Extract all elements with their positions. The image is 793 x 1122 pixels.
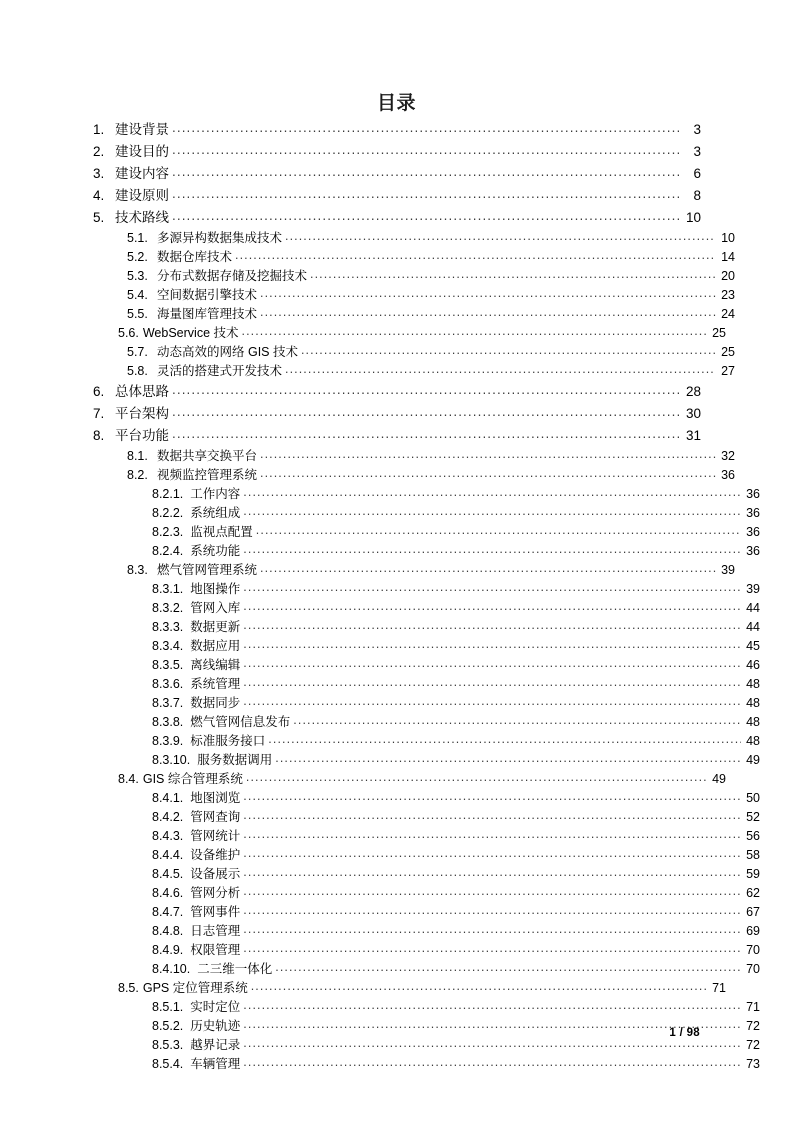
toc-entry-label: 数据仓库技术 [157,250,233,264]
toc-entry-label: 建设目的 [115,144,169,159]
toc-entry[interactable] [93,979,726,998]
toc-entry[interactable] [93,637,760,656]
toc-entry[interactable] [93,656,760,675]
toc-entry-page-number: 20 [721,269,735,283]
toc-entry-page-number: 48 [746,715,760,729]
toc-entry-label: 设备维护 [190,848,241,862]
toc-entry-number: 8.3.8. [152,715,184,729]
toc-entry[interactable] [93,960,760,979]
toc-entry-number: 5. [93,210,105,225]
toc-entry[interactable] [93,141,701,163]
toc-entry-number: 8.3.4. [152,639,184,653]
toc-entry-page-number: 62 [746,886,760,900]
toc-entry-number: 5.7. [127,345,148,359]
toc-dot-leader [243,657,741,670]
toc-entry[interactable] [93,865,760,884]
toc-entry-label: WebService 技术 [142,326,239,340]
toc-entry-number: 8.2.1. [152,487,184,501]
toc-entry-label: 工作内容 [190,487,241,501]
toc-entry-label: 服务数据调用 [197,753,273,767]
toc-entry-number: 5.8. [127,364,148,378]
toc-dot-leader [243,543,741,556]
toc-entry-number: 8.4.5. [152,867,184,881]
toc-dot-leader [172,405,682,419]
toc-entry-label: 建设背景 [115,122,169,137]
toc-entry-number: 8.4.10. [152,962,191,976]
toc-entry-label: 越界记录 [190,1038,241,1052]
toc-entry-number: 8.3.1. [152,582,184,596]
toc-entry[interactable] [93,1055,760,1074]
toc-entry-label: 离线编辑 [190,658,241,672]
toc-entry-page-number: 44 [746,620,760,634]
toc-dot-leader [243,676,741,689]
toc-entry-label: 地图操作 [190,582,241,596]
toc-entry-label: 实时定位 [190,1000,241,1014]
toc-entry-label: 地图浏览 [190,791,241,805]
toc-entry-number: 8.5.2. [152,1019,184,1033]
toc-entry[interactable] [93,789,760,808]
toc-dot-leader [243,885,741,898]
toc-entry[interactable] [93,618,760,637]
toc-entry[interactable] [93,751,760,770]
toc-entry[interactable] [93,808,760,827]
toc-dot-leader [260,287,716,300]
toc-entry-page-number: 56 [746,829,760,843]
toc-entry[interactable] [93,846,760,865]
toc-entry-page-number: 69 [746,924,760,938]
toc-entry[interactable] [93,267,735,286]
toc-entry-label: 标准服务接口 [190,734,266,748]
toc-entry-label: 数据应用 [190,639,241,653]
toc-entry-page-number: 59 [746,867,760,881]
toc-dot-leader [260,467,716,480]
toc-entry[interactable] [93,713,760,732]
toc-entry-page-number: 28 [685,384,701,399]
toc-entry-page-number: 10 [721,231,735,245]
toc-entry[interactable] [93,542,760,561]
toc-entry[interactable] [93,884,760,903]
toc-entry-number: 8.4.6. [152,886,184,900]
toc-entry-number: 5.3. [127,269,148,283]
toc-entry-page-number: 72 [746,1038,760,1052]
toc-entry-number: 8.3.2. [152,601,184,615]
toc-entry-number: 6. [93,384,105,399]
toc-entry-page-number: 58 [746,848,760,862]
toc-entry[interactable] [93,732,760,751]
toc-entry-page-number: 72 [746,1019,760,1033]
toc-entry-label: 系统管理 [190,677,241,691]
toc-dot-leader [172,427,682,441]
toc-entry[interactable] [93,447,735,466]
toc-entry[interactable] [93,305,735,324]
toc-entry-page-number: 52 [746,810,760,824]
toc-dot-leader [285,363,716,376]
toc-entry-number: 8.5. [118,981,139,995]
toc-dot-leader [246,771,707,784]
toc-entry-number: 8.2.4. [152,544,184,558]
toc-entry[interactable] [93,485,760,504]
toc-entry-number: 8.5.3. [152,1038,184,1052]
toc-entry[interactable] [93,324,726,343]
toc-entry-number: 8.3.5. [152,658,184,672]
toc-entry-number: 8.3.9. [152,734,184,748]
toc-entry-label: 建设原则 [115,188,169,203]
toc-entry-number: 8.4. [118,772,139,786]
toc-entry-page-number: 70 [746,943,760,957]
toc-dot-leader [243,619,741,632]
toc-entry-label: 平台功能 [115,428,169,443]
toc-entry[interactable] [93,163,701,185]
toc-entry-number: 5.5. [127,307,148,321]
toc-entry[interactable] [93,599,760,618]
toc-entry-number: 8.1. [127,449,148,463]
toc-dot-leader [243,1056,741,1069]
toc-dot-leader [172,143,682,157]
toc-entry-label: 系统功能 [190,544,241,558]
toc-entry-page-number: 23 [721,288,735,302]
toc-dot-leader [243,505,741,518]
toc-entry-number: 2. [93,144,105,159]
toc-dot-leader [243,600,741,613]
toc-entry-page-number: 49 [712,772,726,786]
toc-entry[interactable] [93,941,760,960]
toc-entry-page-number: 71 [746,1000,760,1014]
toc-entry-page-number: 45 [746,639,760,653]
toc-entry-page-number: 73 [746,1057,760,1071]
toc-entry-number: 1. [93,122,105,137]
toc-entry-number: 7. [93,406,105,421]
toc-entry[interactable] [93,286,735,305]
toc-entry[interactable] [93,561,735,580]
toc-dot-leader [235,249,716,262]
toc-entry-number: 8.3.3. [152,620,184,634]
toc-entry[interactable] [93,770,726,789]
table-of-contents [93,119,760,1074]
toc-entry-label: 动态高效的网络 GIS 技术 [157,345,298,359]
toc-entry[interactable] [93,922,760,941]
toc-entry-page-number: 39 [721,563,735,577]
toc-entry-label: 二三维一体化 [197,962,273,976]
toc-entry-label: 权限管理 [190,943,241,957]
toc-entry-number: 8.4.3. [152,829,184,843]
toc-entry-number: 8.3.10. [152,753,191,767]
toc-entry-label: 空间数据引擎技术 [157,288,258,302]
toc-entry-page-number: 39 [746,582,760,596]
toc-entry-number: 3. [93,166,105,181]
toc-entry-page-number: 71 [712,981,726,995]
toc-dot-leader [243,695,741,708]
toc-entry-label: 管网入库 [190,601,241,615]
toc-entry-label: 燃气管网管理系统 [157,563,258,577]
toc-entry-label: 管网查询 [190,810,241,824]
toc-entry-page-number: 3 [693,122,701,137]
toc-entry-number: 8.2.2. [152,506,184,520]
toc-entry-page-number: 27 [721,364,735,378]
toc-entry-label: 系统组成 [190,506,241,520]
toc-entry-number: 8.4.9. [152,943,184,957]
toc-dot-leader [243,790,741,803]
page-number-footer: 1 / 98 [669,1027,700,1039]
toc-dot-leader [256,524,741,537]
toc-dot-leader [285,230,716,243]
toc-entry[interactable] [93,903,760,922]
toc-entry[interactable] [93,998,760,1017]
toc-entry-page-number: 36 [746,506,760,520]
toc-dot-leader [172,383,682,397]
toc-entry[interactable] [93,827,760,846]
toc-entry-number: 4. [93,188,105,203]
toc-dot-leader [260,448,716,461]
toc-entry-label: 燃气管网信息发布 [190,715,291,729]
toc-entry-label: 数据更新 [190,620,241,634]
toc-entry-number: 5.2. [127,250,148,264]
toc-entry[interactable] [93,403,701,425]
toc-dot-leader [243,999,741,1012]
toc-entry-page-number: 48 [746,677,760,691]
toc-dot-leader [275,752,741,765]
toc-entry-page-number: 24 [721,307,735,321]
toc-entry[interactable] [93,675,760,694]
toc-entry-label: 技术路线 [115,210,169,225]
toc-dot-leader [310,268,716,281]
toc-entry-page-number: 50 [746,791,760,805]
toc-entry-label: GPS 定位管理系统 [142,981,248,995]
toc-entry[interactable] [93,694,760,713]
toc-entry-label: 视频监控管理系统 [157,468,258,482]
toc-dot-leader [243,828,741,841]
toc-entry-page-number: 8 [693,188,701,203]
toc-entry-number: 8.3. [127,563,148,577]
toc-entry-label: 管网事件 [190,905,241,919]
toc-dot-leader [243,923,741,936]
toc-entry-page-number: 46 [746,658,760,672]
toc-entry-number: 8.3.7. [152,696,184,710]
toc-entry-label: 车辆管理 [190,1057,241,1071]
toc-entry-label: GIS 综合管理系统 [142,772,243,786]
toc-entry-number: 8.4.7. [152,905,184,919]
toc-dot-leader [243,581,741,594]
toc-entry-page-number: 48 [746,734,760,748]
toc-entry-page-number: 30 [685,406,701,421]
toc-dot-leader [172,209,682,223]
toc-entry-number: 8.4.2. [152,810,184,824]
toc-entry-page-number: 3 [693,144,701,159]
toc-entry[interactable] [93,185,701,207]
toc-dot-leader [275,961,741,974]
toc-entry-label: 分布式数据存储及挖掘技术 [157,269,308,283]
toc-dot-leader [243,638,741,651]
toc-entry-label: 多源异构数据集成技术 [157,231,283,245]
toc-entry-page-number: 48 [746,696,760,710]
toc-entry-label: 海量图库管理技术 [157,307,258,321]
toc-entry-number: 8. [93,428,105,443]
toc-entry-page-number: 36 [721,468,735,482]
toc-entry-label: 平台架构 [115,406,169,421]
toc-entry[interactable] [93,381,701,403]
toc-entry-page-number: 44 [746,601,760,615]
toc-entry-page-number: 36 [746,544,760,558]
toc-entry[interactable] [93,580,760,599]
toc-entry-label: 管网统计 [190,829,241,843]
toc-entry-number: 8.4.4. [152,848,184,862]
toc-entry-page-number: 32 [721,449,735,463]
toc-dot-leader [243,486,741,499]
toc-entry-number: 5.4. [127,288,148,302]
toc-entry-number: 8.4.8. [152,924,184,938]
toc-entry-label: 管网分析 [190,886,241,900]
toc-dot-leader [243,866,741,879]
toc-entry[interactable] [93,343,735,362]
toc-entry-page-number: 31 [685,428,701,443]
toc-entry-label: 监视点配置 [190,525,253,539]
toc-entry-page-number: 25 [712,326,726,340]
toc-entry[interactable] [93,207,701,229]
toc-entry-number: 8.3.6. [152,677,184,691]
toc-entry[interactable] [93,362,735,381]
toc-dot-leader [260,306,716,319]
toc-entry-label: 灵活的搭建式开发技术 [157,364,283,378]
toc-entry-page-number: 6 [693,166,701,181]
toc-entry-label: 建设内容 [115,166,169,181]
toc-entry-page-number: 49 [746,753,760,767]
toc-dot-leader [172,187,682,201]
toc-entry-number: 5.6. [118,326,139,340]
toc-entry-label: 数据同步 [190,696,241,710]
toc-entry[interactable] [93,466,735,485]
page-title: 目录 [376,93,416,114]
toc-entry[interactable] [93,504,760,523]
toc-entry-page-number: 67 [746,905,760,919]
toc-entry-label: 日志管理 [190,924,241,938]
toc-entry-number: 8.2.3. [152,525,184,539]
toc-dot-leader [260,562,716,575]
toc-entry-page-number: 14 [721,250,735,264]
toc-entry-page-number: 10 [685,210,701,225]
toc-dot-leader [301,344,716,357]
toc-entry-label: 总体思路 [115,384,169,399]
toc-entry[interactable] [93,523,760,542]
toc-entry-number: 5.1. [127,231,148,245]
toc-dot-leader [242,325,708,338]
toc-entry-page-number: 25 [721,345,735,359]
toc-entry-number: 8.5.1. [152,1000,184,1014]
toc-entry[interactable] [93,229,735,248]
toc-entry-page-number: 36 [746,525,760,539]
toc-entry-page-number: 36 [746,487,760,501]
toc-entry-number: 8.5.4. [152,1057,184,1071]
toc-dot-leader [243,847,741,860]
toc-entry[interactable] [93,248,735,267]
toc-entry-number: 8.4.1. [152,791,184,805]
toc-entry[interactable] [93,425,701,447]
toc-dot-leader [293,714,741,727]
toc-entry-page-number: 70 [746,962,760,976]
toc-entry-label: 数据共享交换平台 [157,449,258,463]
toc-dot-leader [172,121,682,135]
toc-dot-leader [243,904,741,917]
toc-entry[interactable] [93,119,701,141]
toc-entry-label: 历史轨迹 [190,1019,241,1033]
toc-entry-label: 设备展示 [190,867,241,881]
toc-dot-leader [243,809,741,822]
toc-dot-leader [268,733,741,746]
toc-dot-leader [243,942,741,955]
toc-dot-leader [251,980,707,993]
toc-dot-leader [172,165,682,179]
toc-entry-number: 8.2. [127,468,148,482]
